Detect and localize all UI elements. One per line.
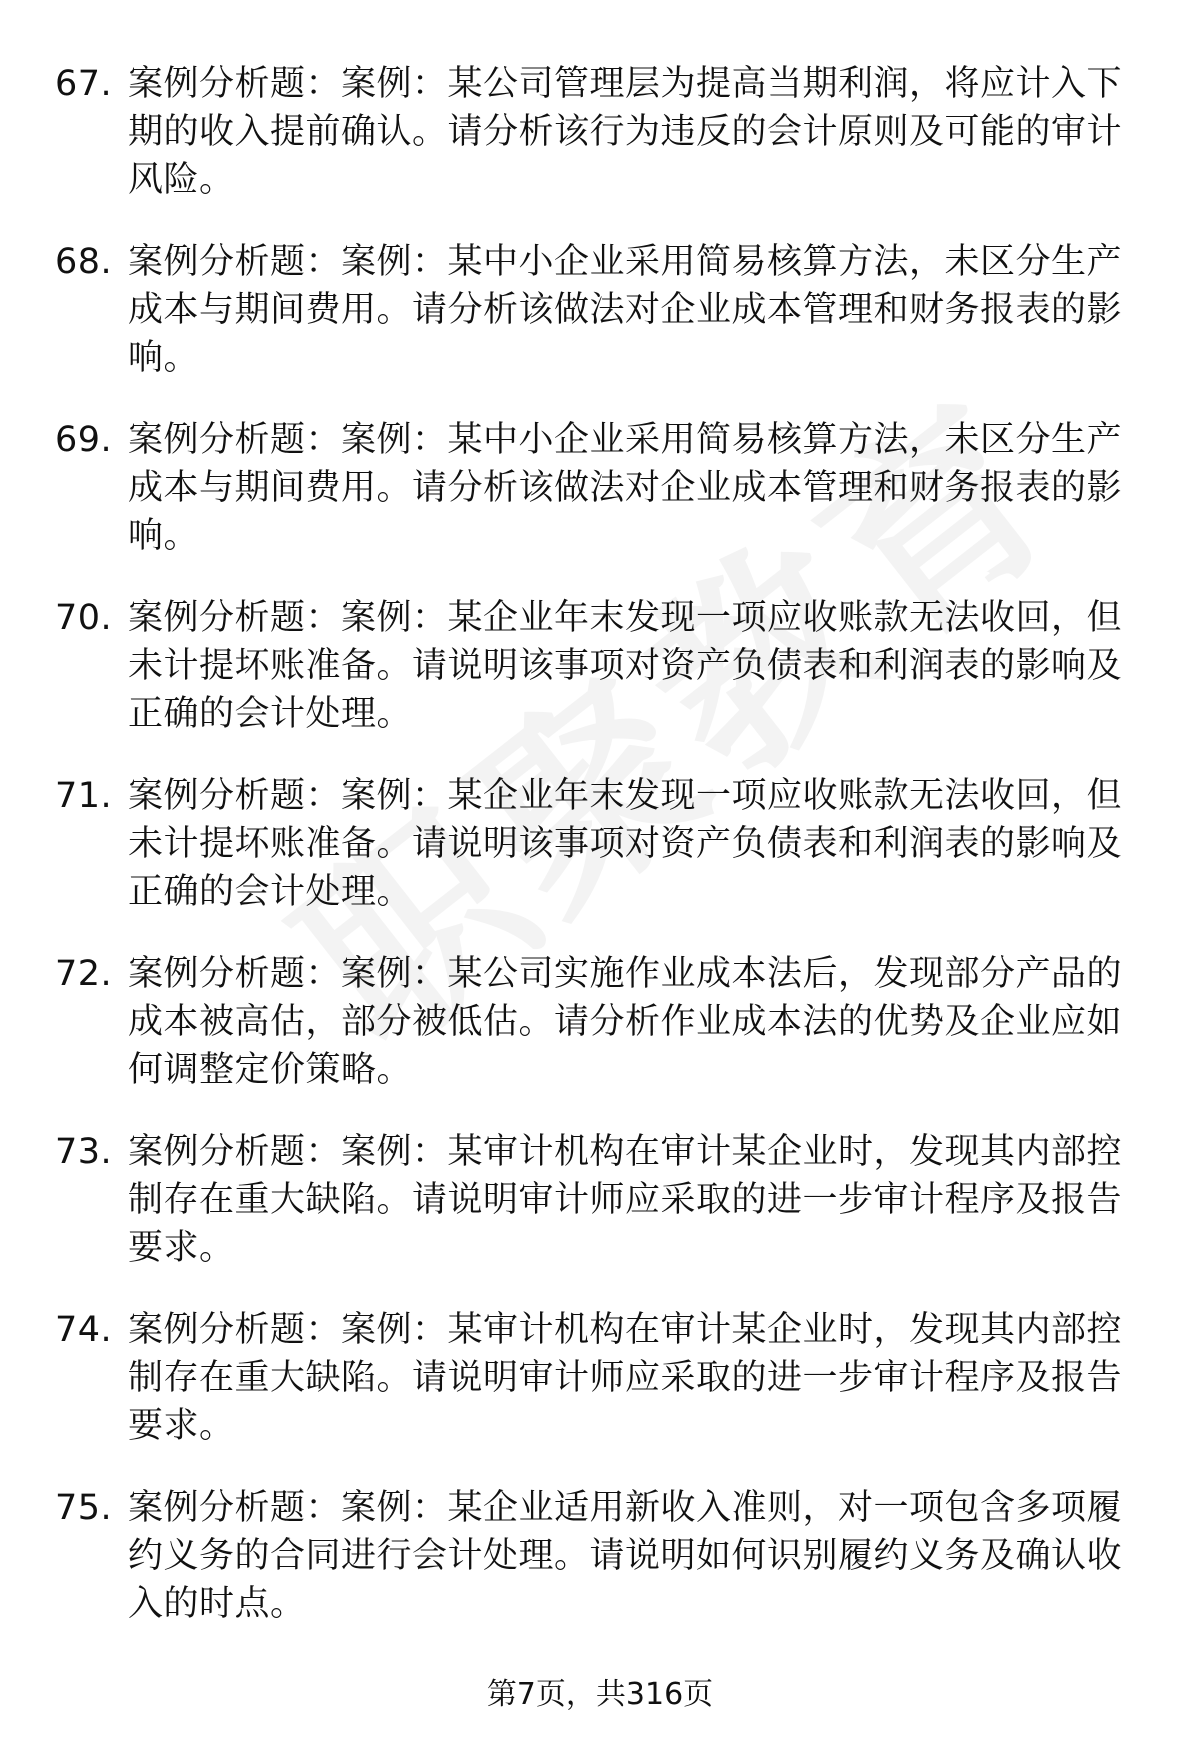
question-text: 案例分析题：案例：某中小企业采用简易核算方法，未区分生产成本与期间费用。请分析该做法对企业成本管理和财务报表的影响。 (128, 420, 1123, 556)
question-item (0, 1484, 1200, 1628)
question-number: 68. (55, 242, 113, 282)
question-number: 74. (55, 1310, 113, 1350)
question-number: 72. (55, 954, 113, 994)
question-item (0, 950, 1200, 1094)
question-text: 案例分析题：案例：某企业年末发现一项应收账款无法收回，但未计提坏账准备。请说明该事项对资产负债表和利润表的影响及正确的会计处理。 (128, 598, 1123, 734)
question-number: 75. (55, 1488, 113, 1528)
question-item (0, 416, 1200, 560)
question-item (0, 1128, 1200, 1272)
question-number: 70. (55, 598, 113, 638)
question-number: 69. (55, 420, 113, 460)
question-text: 案例分析题：案例：某审计机构在审计某企业时，发现其内部控制存在重大缺陷。请说明审计师应采取的进一步审计程序及报告要求。 (128, 1132, 1123, 1268)
question-text: 案例分析题：案例：某企业年末发现一项应收账款无法收回，但未计提坏账准备。请说明该事项对资产负债表和利润表的影响及正确的会计处理。 (128, 776, 1123, 912)
question-text: 案例分析题：案例：某公司实施作业成本法后，发现部分产品的成本被高估，部分被低估。请分析作业成本法的优势及企业应如何调整定价策略。 (128, 954, 1123, 1090)
question-item (0, 594, 1200, 738)
question-text: 案例分析题：案例：某中小企业采用简易核算方法，未区分生产成本与期间费用。请分析该做法对企业成本管理和财务报表的影响。 (128, 242, 1123, 378)
question-text: 案例分析题：案例：某审计机构在审计某企业时，发现其内部控制存在重大缺陷。请说明审计师应采取的进一步审计程序及报告要求。 (128, 1310, 1123, 1446)
question-item (0, 1306, 1200, 1450)
question-number: 67. (55, 64, 113, 104)
question-number: 71. (55, 776, 113, 816)
question-list (0, 60, 1200, 1662)
question-text: 案例分析题：案例：某企业适用新收入准则，对一项包含多项履约义务的合同进行会计处理。请说明如何识别履约义务及确认收入的时点。 (128, 1488, 1123, 1624)
question-text: 案例分析题：案例：某公司管理层为提高当期利润，将应计入下期的收入提前确认。请分析该行为违反的会计原则及可能的审计风险。 (128, 64, 1123, 200)
page-footer: 第7页，共316页 (486, 1677, 714, 1712)
question-item (0, 60, 1200, 204)
question-item (0, 772, 1200, 916)
question-number: 73. (55, 1132, 113, 1172)
question-item (0, 238, 1200, 382)
